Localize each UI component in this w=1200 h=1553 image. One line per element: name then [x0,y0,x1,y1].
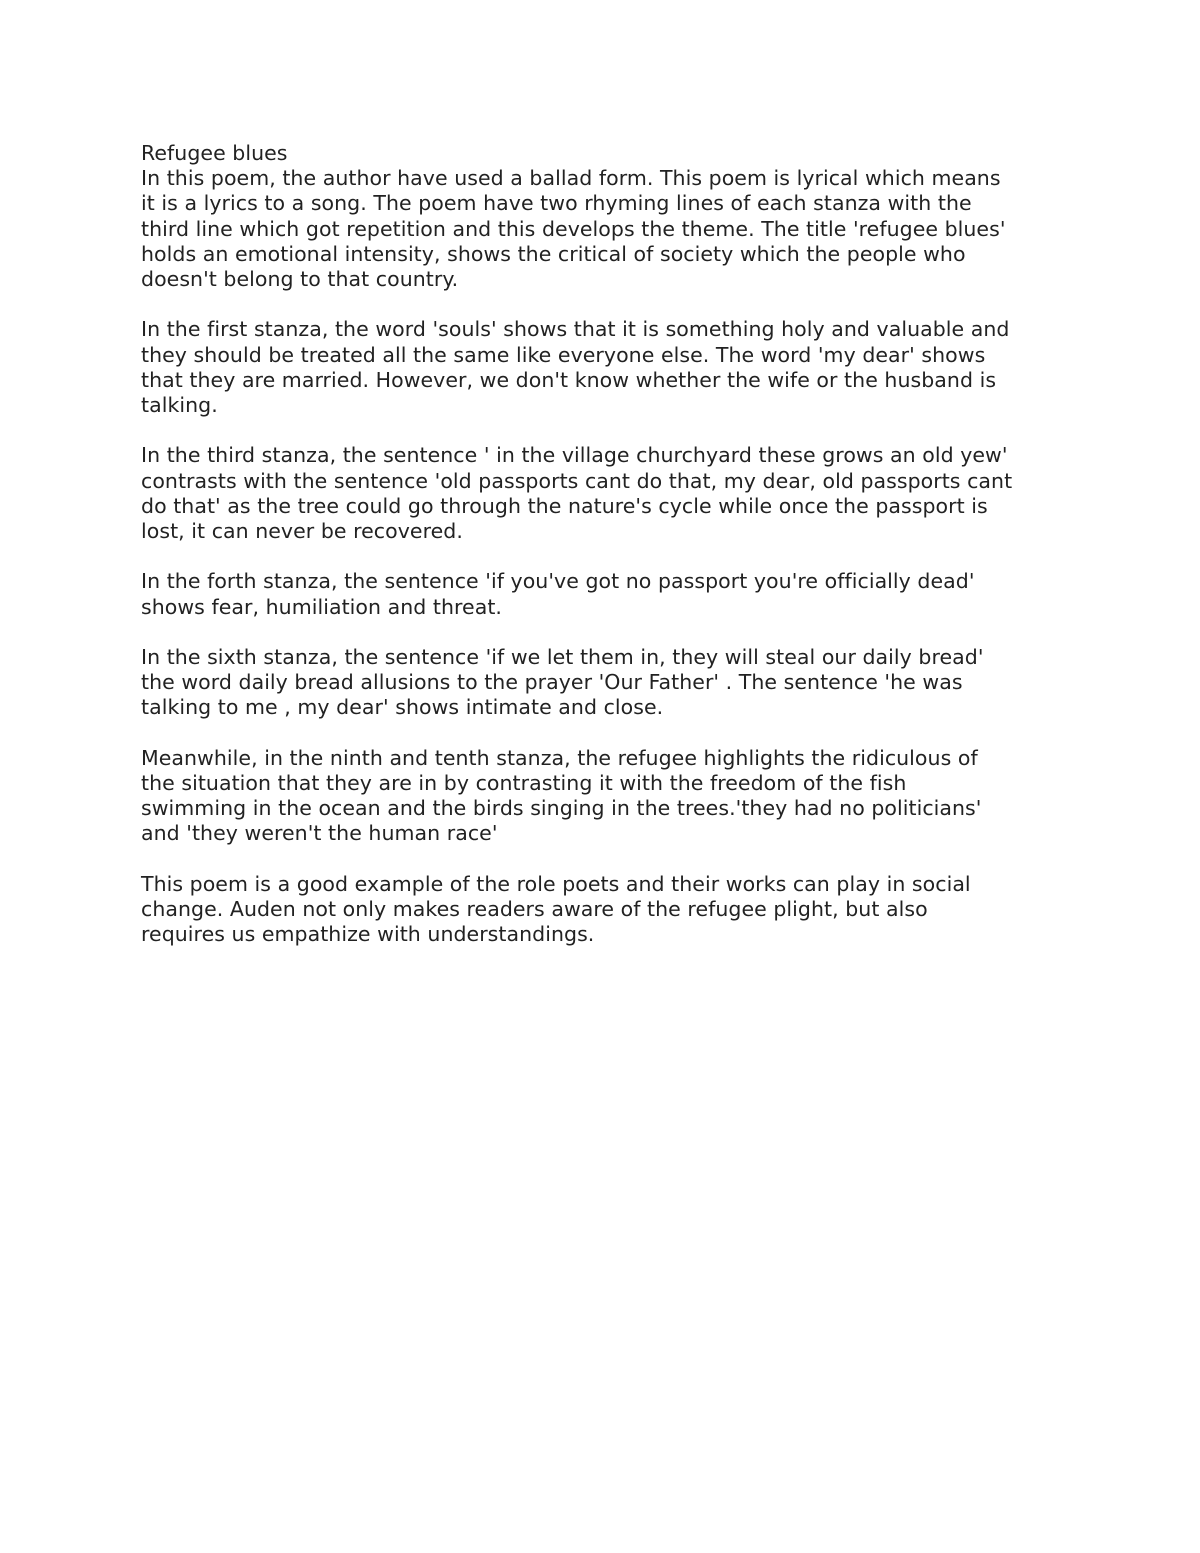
paragraph-sixth-stanza: In the sixth stanza, the sentence 'if we let them in, they will steal our daily bread' the word daily bread allusions to the prayer 'Our Father' . The sentence 'he was talking to me , my dear' shows intimate and close. [141,645,984,720]
document-body [141,141,1071,973]
paragraph-ninth-tenth-stanza: Meanwhile, in the ninth and tenth stanza, the refugee highlights the ridiculous of the situation that they are in by contrasting it with the freedom of the fish swimming in the ocean and the birds singing in the trees.'they had no politicians' and 'they weren't the human race' [141,745,982,846]
paragraph-intro: In this poem, the author have used a ballad form. This poem is lyrical which means it is a lyrics to a song. The poem have two rhyming lines of each stanza with the third line which got repetition and this develops the theme. The title 'refugee blues' holds an emotional intensity, shows the critical of society which the people who doesn't belong to that country. [141,166,1006,292]
document-title: Refugee blues [141,141,288,165]
paragraph-conclusion: This poem is a good example of the role poets and their works can play in social change. Auden not only makes readers aware of the refugee plight, but also requires us empathize with understandings. [141,871,971,947]
paragraph-third-stanza: In the third stanza, the sentence ' in the village churchyard these grows an old yew' contrasts with the sentence 'old passports cant do that, my dear, old passports cant do that' as the tree could go through the nature's cycle while once the passport is lost, it can never be recovered. [141,443,1013,544]
paragraph-first-stanza: In the first stanza, the word 'souls' shows that it is something holy and valuable and they should be treated all the same like everyone else. The word 'my dear' shows that they are married. However, we don't know whether the wife or the husband is talking. [141,317,1010,418]
paragraph-forth-stanza: In the forth stanza, the sentence 'if you've got no passport you're officially dead' shows fear, humiliation and threat. [141,569,975,619]
